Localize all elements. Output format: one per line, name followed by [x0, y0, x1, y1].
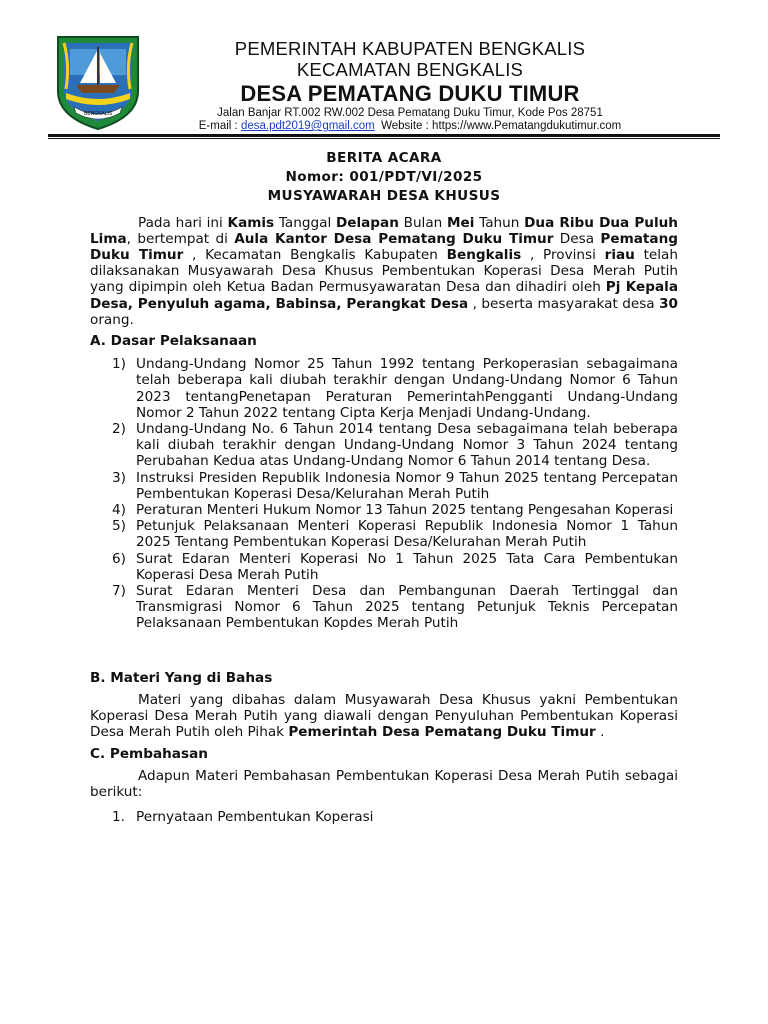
- section-c-heading: C. Pembahasan: [90, 745, 208, 762]
- government-name: PEMERINTAH KABUPATEN BENGKALIS: [234, 38, 586, 59]
- regency-emblem-icon: [56, 35, 140, 131]
- section-b-paragraph: Materi yang dibahas dalam Musyawarah Desa Khusus yakni Pembentukan Koperasi Desa Merah Putih yang diawali dengan Penyuluhan Pembentukan Koperasi Desa Merah Putih oleh Pihak Pemerintah Desa Pematang Duku Timur .: [90, 691, 678, 741]
- address: Jalan Banjar RT.002 RW.002 Desa Pematang Duku Timur, Kode Pos 28751: [217, 107, 603, 119]
- opening-paragraph: Pada hari ini Kamis Tanggal Delapan Bulan Mei Tahun Dua Ribu Dua Puluh Lima, bertempat di Aula Kantor Desa Pematang Duku Timur Desa Pematang Duku Timur , Kecamatan Bengkalis Kabupaten Bengkalis , Provinsi riau telah dilaksanakan Musyawarah Desa Khusus Pembentukan Koperasi Desa Merah Putih yang dipimpin oleh Ketua Badan Permusyawaratan Desa dan dihadiri oleh Pj Kepala Desa, Penyuluh agama, Babinsa, Perangkat Desa , beserta masyarakat desa 30 orang.: [90, 214, 678, 328]
- section-c-list: [90, 809, 678, 825]
- letterhead-divider-thick: [48, 134, 720, 137]
- document-body: [90, 148, 678, 825]
- section-b-heading: B. Materi Yang di Bahas: [90, 669, 273, 686]
- email-link[interactable]: desa.pdt2019@gmail.com: [240, 120, 375, 132]
- website-label: Website :: [381, 120, 429, 132]
- village-name: DESA PEMATANG DUKU TIMUR: [240, 81, 580, 106]
- list-item: 1) Undang-Undang Nomor 25 Tahun 1992 tentang Perkoperasian sebagaimana telah beberapa kali diubah terakhir dengan Undang-Undang Nomor 6 Tahun 2023 tentangPenetapan Peraturan PemerintahPengganti Undang-Undang Nomor 2 Tahun 2022 tentang Cipta Kerja Menjadi Undang-Undang.: [112, 356, 678, 421]
- section-a-list: [90, 356, 678, 631]
- doc-title: BERITA ACARA: [326, 150, 442, 166]
- list-item: 6) Surat Edaran Menteri Koperasi No 1 Tahun 2025 Tata Cara Pembentukan Koperasi Desa Merah Putih: [112, 550, 678, 583]
- doc-subject: MUSYAWARAH DESA KHUSUS: [267, 188, 501, 205]
- website-text: https://www.Pematangdukutimur.com: [432, 120, 622, 132]
- list-item: 3) Instruksi Presiden Republik Indonesia Nomor 9 Tahun 2025 tentang Percepatan Pembentukan Koperasi Desa/Kelurahan Merah Putih: [112, 469, 678, 502]
- doc-number: Nomor: 001/PDT/VI/2025: [285, 169, 483, 186]
- contact-line: [140, 120, 680, 133]
- district-name: KECAMATAN BENGKALIS: [296, 59, 524, 80]
- section-a-heading: A. Dasar Pelaksanaan: [90, 333, 257, 350]
- list-item: 2) Undang-Undang No. 6 Tahun 2014 tentang Desa sebagaimana telah beberapa kali diubah terakhir dengan Undang-Undang Nomor 3 Tahun 2024 tentang Perubahan Kedua atas Undang-Undang Nomor 6 Tahun 2014 tentang Desa.: [112, 421, 678, 470]
- svg-text:BENGKALIS: BENGKALIS: [83, 111, 113, 117]
- list-item: 5) Petunjuk Pelaksanaan Menteri Koperasi Republik Indonesia Nomor 1 Tahun 2025 Tentang Pembentukan Koperasi Desa/Kelurahan Merah Putih: [112, 518, 678, 551]
- email-label: E-mail :: [198, 120, 238, 132]
- letterhead: [0, 0, 768, 140]
- section-c-paragraph: Adapun Materi Pembahasan Pembentukan Koperasi Desa Merah Putih sebagai berikut:: [90, 767, 678, 800]
- list-item: 7) Surat Edaran Menteri Desa dan Pembangunan Daerah Tertinggal dan Transmigrasi Nomor 6 Tahun 2025 tentang Petunjuk Teknis Percepatan Pelaksanaan Pembentukan Kopdes Merah Putih: [112, 583, 678, 632]
- letterhead-text: [140, 38, 680, 133]
- list-item: 1. Pernyataan Pembentukan Koperasi: [112, 809, 374, 826]
- list-item: 4) Peraturan Menteri Hukum Nomor 13 Tahun 2025 tentang Pengesahan Koperasi: [112, 502, 674, 519]
- letterhead-divider-thin: [48, 138, 720, 139]
